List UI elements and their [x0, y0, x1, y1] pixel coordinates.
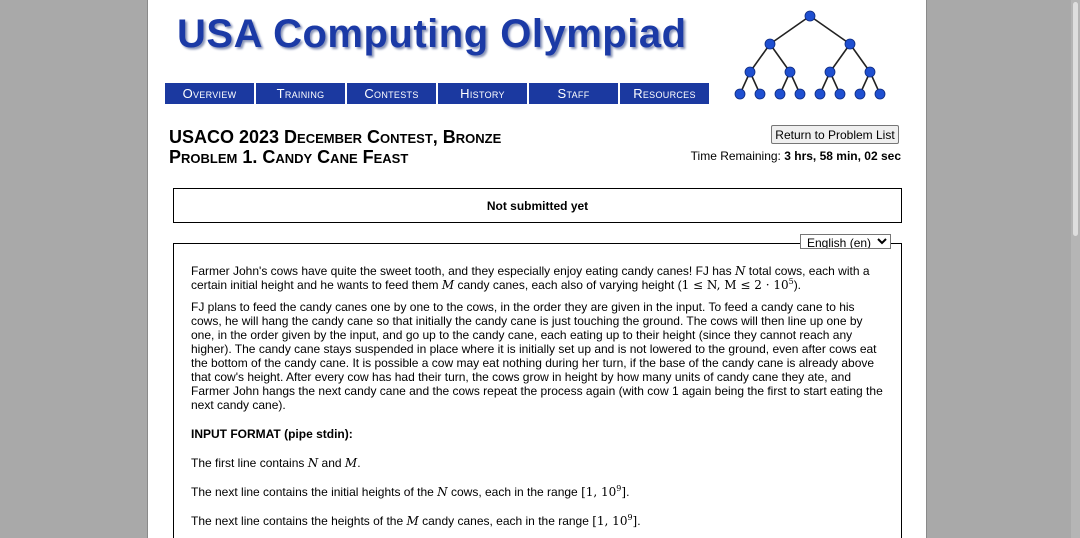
- return-to-problem-list-button[interactable]: Return to Problem List: [771, 125, 899, 144]
- language-select[interactable]: [800, 234, 891, 249]
- scrollbar-thumb[interactable]: [1073, 2, 1078, 236]
- paragraph-intro: Farmer John's cows have quite the sweet tooth, and they especially enjoy eating candy canes! FJ has N total cows, each with a certain initial height and he wants to feed them M candy canes, each also of varying height (1 ≤ N, $M \le 2 \cdot 10^5$).: [191, 264, 870, 292]
- page-title: [169, 127, 501, 167]
- problem-title: Problem 1. Candy Cane Feast: [169, 147, 409, 167]
- nav-history[interactable]: History: [438, 83, 527, 104]
- time-remaining-label: Time Remaining:: [690, 149, 781, 163]
- problem-statement: [191, 264, 886, 536]
- time-remaining: [691, 149, 901, 163]
- paragraph-rules: FJ plans to feed the candy canes one by one to the cows, in the order they are given in the input. To feed a candy cane to his cows, he will hang the candy cane so that initially the candy cane is just touching the ground. The cows will then line up one by one, in the order given by the input, and go up to the candy cane, each eating up to their height (since they cannot reach any higher). The candy cane stays suspended in place where it is initially set up and is not lowered to the ground, even after cows eat the bottom of the candy cane. It is possible a cow may eat nothing during her turn, if the base of the candy cane is already above that cow's height. After every cow has had their turn, the cows grow in height by how many units of candy cane they ate, and Farmer John hangs the next candy cane and the cows repeat the process again (with cow 1 again being the first to start eating the next candy cane).: [191, 300, 883, 412]
- nav-training[interactable]: Training: [256, 83, 345, 104]
- input-format-heading: INPUT FORMAT (pipe stdin):: [191, 427, 353, 441]
- nav-staff[interactable]: Staff: [529, 83, 618, 104]
- nav-contests[interactable]: Contests: [347, 83, 436, 104]
- input-line-3: The next line contains the heights of the M candy canes, each in the range [1, $10^9$].: [191, 513, 641, 528]
- tree-logo-icon: [730, 6, 890, 102]
- contest-title: USACO 2023 December Contest, Bronze: [169, 127, 502, 147]
- submission-status: Not submitted yet: [173, 188, 902, 223]
- scrollbar[interactable]: [1071, 0, 1080, 538]
- input-line-1: The first line contains N and M.: [191, 456, 361, 470]
- nav-resources[interactable]: Resources: [620, 83, 709, 104]
- page: [147, 0, 927, 538]
- input-line-2: The next line contains the initial heights of the N cows, each in the range [1, $10^9$].: [191, 484, 630, 499]
- site-logo[interactable]: USA Computing Olympiad: [177, 12, 687, 56]
- main-nav: [165, 83, 711, 104]
- nav-overview[interactable]: Overview: [165, 83, 254, 104]
- time-remaining-value: 3 hrs, 58 min, 02 sec: [784, 149, 901, 163]
